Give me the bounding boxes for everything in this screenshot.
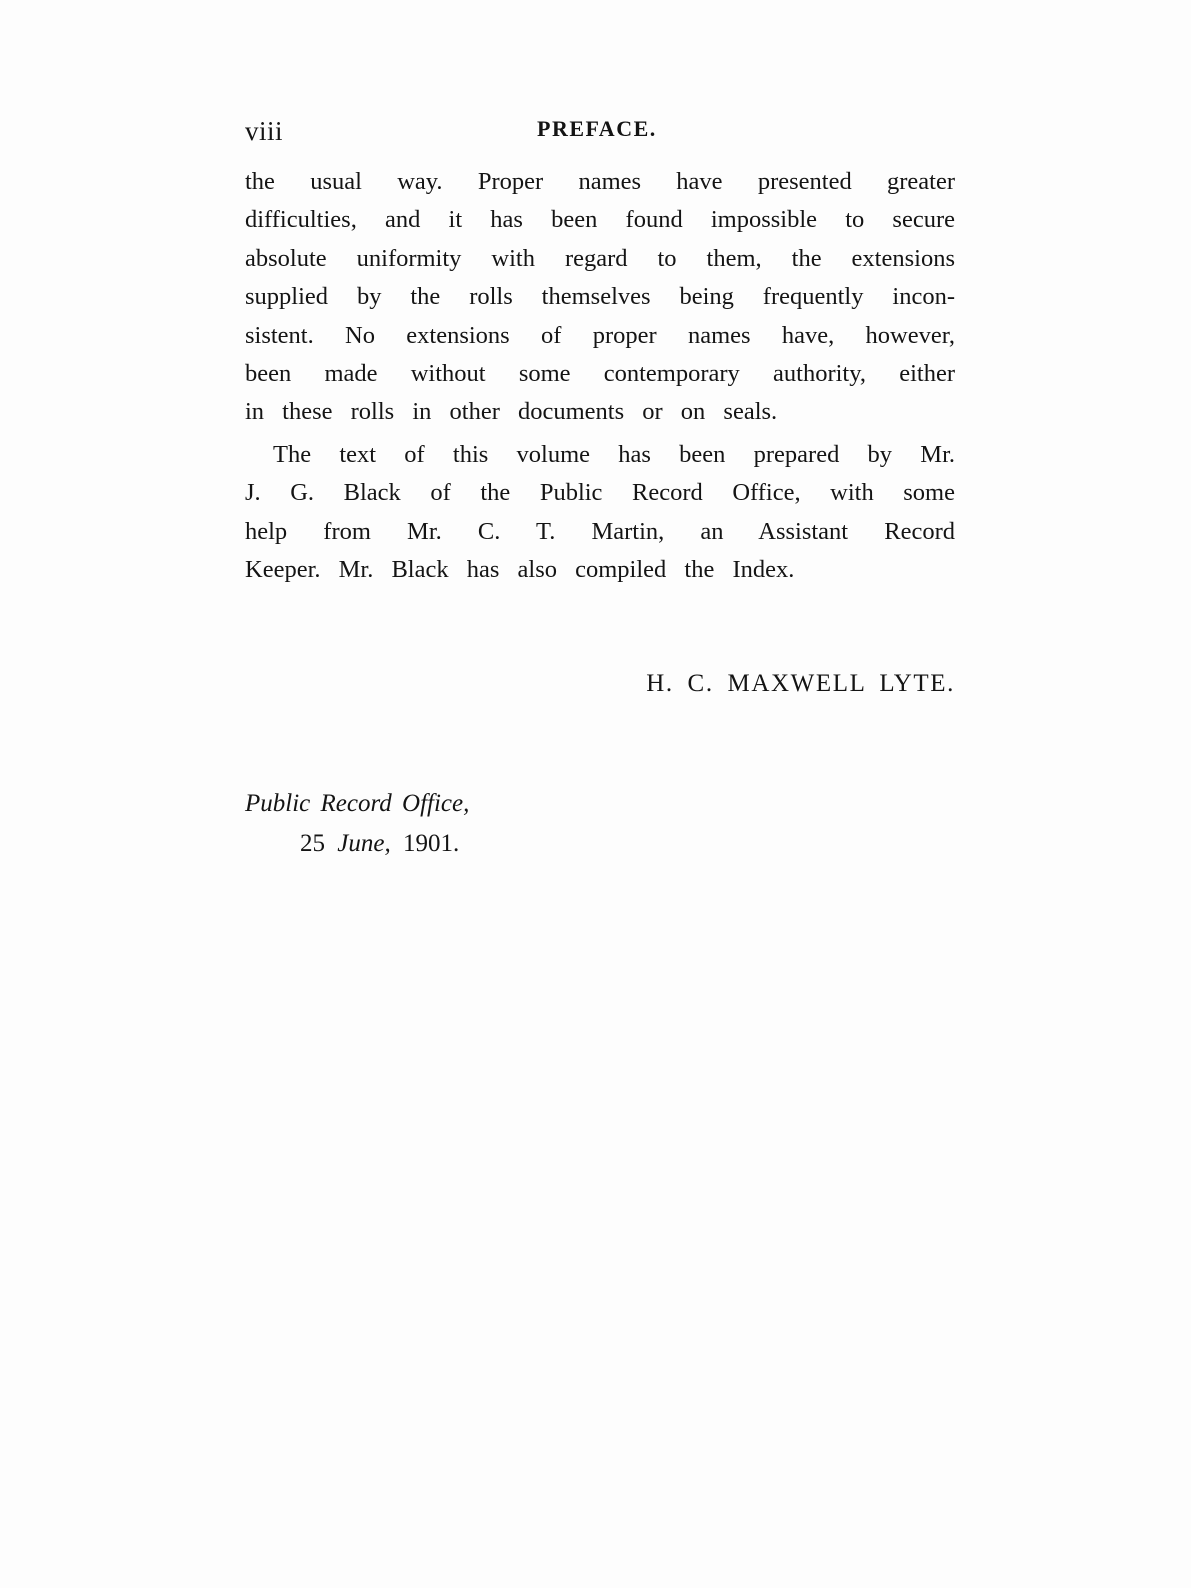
text-line: Keeper. Mr. Black has also compiled the Index. [245,555,795,583]
dateline-place: Public Record Office, [245,790,470,817]
text-line: been made without some contemporary authority, either [245,359,955,387]
page-number: viii [245,116,284,146]
text-line: difficulties, and it has been found impossible to secure [245,206,955,234]
text-line: the usual way. Proper names have presented greater [245,168,955,195]
text-line: sistent. No extensions of proper names have, however, [245,321,955,349]
text-line: help from Mr. C. T. Martin, an Assistant Record [245,517,955,545]
signature: H. C. MAXWELL LYTE. [646,670,955,697]
dateline [245,784,469,864]
date-day: 25 [300,830,325,857]
running-header [245,112,955,152]
text-line: in these rolls in other documents or on seals. [245,398,778,426]
preface-body [245,163,955,589]
dateline-date [245,824,469,864]
text-line: J. G. Black of the Public Record Office, with some [245,479,955,507]
text-line: The text of this volume has been prepared by Mr. [273,440,955,468]
paragraph-2 [245,436,955,590]
paragraph-1 [245,163,955,432]
date-year: 1901. [402,830,460,857]
text-line: supplied by the rolls themselves being frequently incon- [245,283,955,311]
text-line: absolute uniformity with regard to them, the extensions [245,244,955,272]
running-title: PREFACE. [537,116,657,141]
date-month: June, [337,830,391,857]
